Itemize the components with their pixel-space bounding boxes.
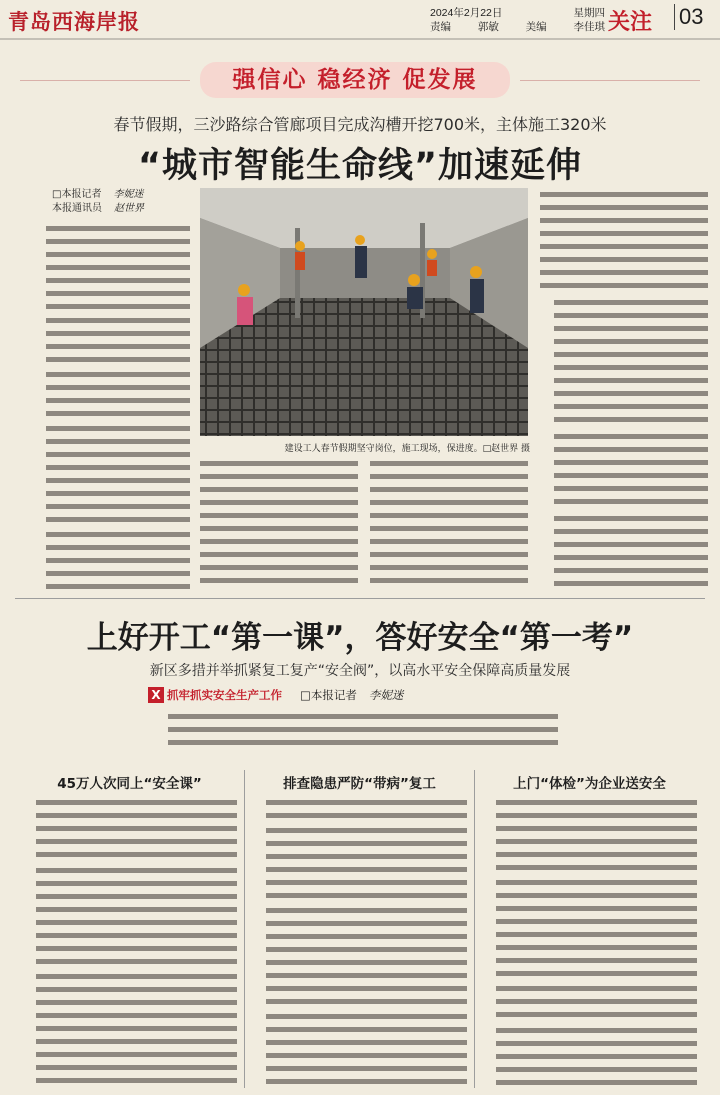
construction-photo	[200, 188, 528, 436]
story2-subtitle: 新区多措并举抓紧复工复产“安全阀”，以高水平安全保障高质量发展	[149, 663, 571, 679]
story1-col4-para3	[540, 430, 708, 508]
tag-x-icon: X	[148, 687, 164, 703]
story1-byline	[52, 188, 144, 216]
column-separator-2	[474, 770, 475, 1088]
story1-col4-para2	[540, 296, 708, 426]
page-number: 03	[674, 4, 703, 30]
story1-col4-para4	[540, 512, 708, 590]
story1-headline: “城市智能生命线”加速延伸	[137, 146, 582, 186]
byline-name-2: 赵世界	[114, 203, 144, 214]
designer-name: 李佳琪	[573, 21, 605, 33]
construction-photo-art	[200, 188, 528, 436]
masthead-logo: 青岛西海岸报	[8, 9, 140, 34]
issue-weekday: 星期四	[573, 7, 605, 19]
col3-para4	[482, 1024, 697, 1088]
column-title-2: 排查隐患严防“带病”复工	[283, 776, 436, 792]
story1-col4-para1	[540, 188, 708, 292]
editor-name: 郭敏	[477, 21, 499, 33]
story1-subtitle: 春节假期，三沙路综合管廊项目完成沟槽开挖700米，主体施工320米	[113, 115, 607, 134]
col1-para1	[22, 796, 237, 862]
story2-byline-name: 李妮迷	[368, 688, 404, 702]
editor-label: 责编	[430, 21, 451, 33]
header-rule	[0, 38, 720, 40]
story1-col3-text	[370, 457, 528, 589]
column-separator-1	[244, 770, 245, 1088]
designer-label: 美编	[525, 21, 547, 33]
col2-para4	[252, 1010, 467, 1088]
byline-label-2: 本报通讯员	[52, 203, 102, 214]
byline-label-1: □本报记者	[52, 189, 102, 200]
col2-para1	[252, 796, 467, 822]
col2-para3	[252, 904, 467, 1008]
issue-date: 2024年2月22日	[430, 7, 503, 19]
campaign-banner: 强信心 稳经济 促发展	[200, 62, 510, 98]
column-title-1: 45万人次同上“安全课”	[57, 776, 202, 792]
story1-col1-para3	[32, 368, 190, 420]
story2-byline-label: □本报记者	[300, 688, 357, 702]
safety-tag-label: 抓牢抓实安全生产工作	[167, 688, 282, 702]
date-bar	[430, 6, 605, 34]
col3-para2	[482, 876, 697, 980]
story2-lead	[168, 710, 558, 752]
story1-col1-para1	[32, 222, 190, 312]
story1-col1-para5	[32, 528, 190, 590]
story2-headline: 上好开工“第一课”，答好安全“第一考”	[86, 620, 634, 656]
story1-col2-text	[200, 457, 358, 589]
col2-para2	[252, 824, 467, 902]
safety-tag	[148, 686, 403, 704]
col1-para2	[22, 864, 237, 968]
section-name: 关注	[608, 9, 653, 34]
col3-para3	[482, 982, 697, 1022]
story-divider	[15, 598, 705, 599]
byline-name-1: 李妮迷	[113, 189, 144, 200]
photo-caption: 建设工人春节假期坚守岗位，施工现场，保进度。□赵世界 摄	[284, 444, 530, 454]
story1-col1-para4	[32, 422, 190, 526]
col1-para3	[22, 970, 237, 1088]
story1-col1-para2	[32, 314, 190, 366]
column-title-3: 上门“体检”为企业送安全	[513, 776, 666, 792]
col3-para1	[482, 796, 697, 874]
banner-rule-left	[20, 80, 190, 81]
banner-rule-right	[520, 80, 700, 81]
